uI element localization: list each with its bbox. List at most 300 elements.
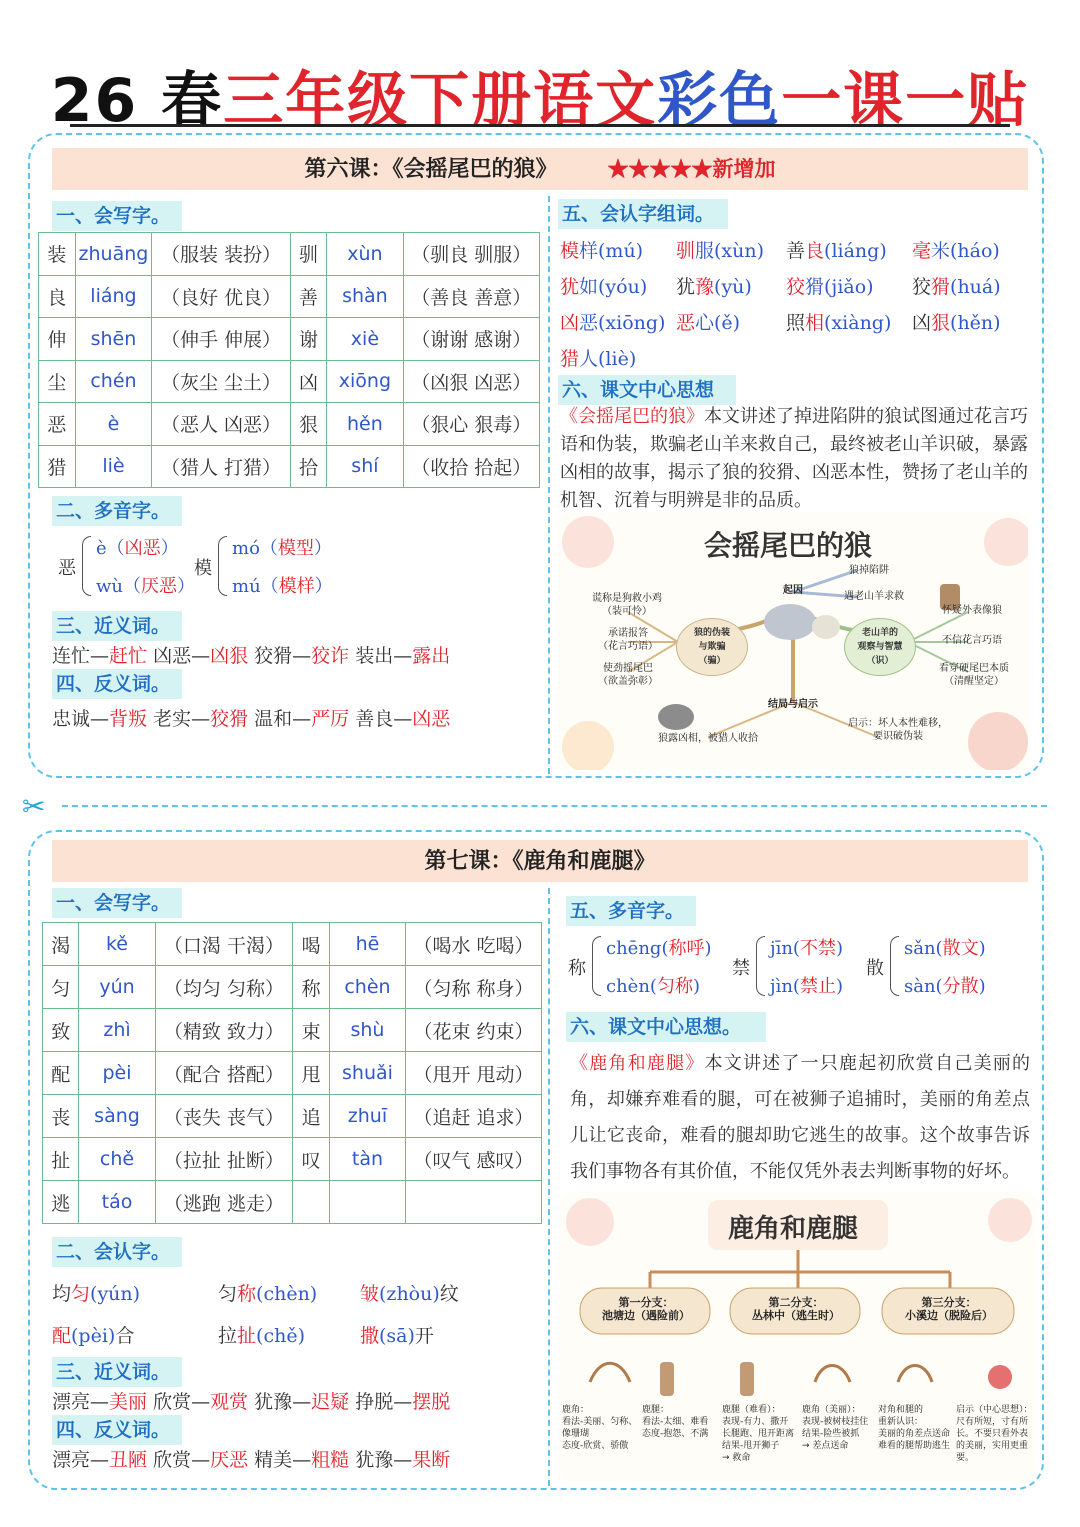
lesson6-mm-meet: 遇老山羊求救	[844, 591, 904, 602]
lesson7-header-bar	[52, 840, 1028, 882]
lesson7-mindmap-title: 鹿角和鹿腿	[728, 1214, 859, 1244]
poly-char: 散	[866, 958, 884, 979]
word-compounds: （花束 约束）	[406, 1009, 542, 1052]
lesson6-idea-body: 本文讲述了掉进陷阱的狼试图通过花言巧语和伪装，欺骗老山羊来救自己，最终被老山羊识破，暴露凶相的故事，揭示了狼的狡猾、凶恶本性，赞扬了老山羊的机智、沉着与明辨是非的品质。	[560, 406, 1028, 511]
poly-reading	[232, 572, 333, 598]
word-pinyin: xiōng	[327, 360, 403, 403]
recog-part: 凶	[912, 312, 932, 334]
word-pinyin: táo	[79, 1181, 155, 1224]
lesson6-mm-r1: 怀疑外表像狼	[942, 605, 1002, 616]
poly-close: ）	[314, 576, 333, 597]
brace	[82, 536, 91, 596]
lesson7-mm-b1: 第一分支： 池塘边（遇险前）	[602, 1296, 690, 1322]
recog-part: 狡	[912, 276, 932, 298]
recog-word	[218, 1279, 317, 1306]
word-char: 丧	[43, 1095, 79, 1138]
lesson6-mm-wolf: 狼的伪装 与欺骗 （骗）	[676, 618, 748, 676]
title-part2: 三年级下册语文	[223, 66, 658, 136]
poly-close: )	[704, 938, 712, 959]
word-row	[39, 403, 540, 446]
pair-word: 善良—	[355, 708, 413, 730]
title-part1: 26 春	[50, 66, 224, 136]
word-char: 束	[293, 1009, 329, 1052]
lesson6-syn-line	[52, 641, 450, 668]
recog-word	[52, 1321, 134, 1348]
word-pinyin: zhì	[79, 1009, 155, 1052]
word-compounds: （收拾 拾起）	[403, 445, 539, 488]
lesson6-mm-goat: 老山羊的 观察与智慧 （识）	[844, 618, 916, 676]
recog-part: (liáng)	[824, 240, 887, 262]
word-row	[39, 233, 540, 276]
word-compounds: （精致 致力）	[155, 1009, 293, 1052]
word-compounds: （灰尘 尘土）	[152, 360, 290, 403]
poly-reading	[606, 972, 700, 998]
pair-word: 精美—	[254, 1449, 312, 1471]
word-pinyin: hěn	[327, 403, 403, 446]
brace	[218, 536, 227, 596]
pair-word: 狡猾—	[254, 645, 312, 667]
lesson6-write-title: 一、会写字。	[52, 201, 182, 231]
cut-line	[62, 805, 1047, 807]
lesson7-mm-c4: 鹿角（美丽）： 表现-被树枝挂住 结果-险些被抓 → 差点送命	[802, 1405, 869, 1451]
poly-word: 禁止	[799, 976, 836, 997]
pair-answer: 凶恶	[412, 708, 451, 730]
pair-word: 漂亮—	[52, 1449, 110, 1471]
lesson7-write-table	[42, 922, 542, 1224]
recog-word	[52, 1279, 140, 1306]
lesson7-write-title: 一、会写字。	[52, 888, 182, 918]
word-char: 甩	[293, 1052, 329, 1095]
lesson7-idea-text	[570, 1046, 1030, 1190]
word-compounds: （善良 善意）	[403, 275, 539, 318]
poly-word: 散文	[942, 938, 979, 959]
recog-part: 样(mú)	[579, 240, 644, 262]
poly-pinyin: sǎn(	[904, 938, 943, 959]
word-char: 致	[43, 1009, 79, 1052]
poly-pinyin: mú（	[232, 576, 279, 597]
recog-part: 犹	[676, 276, 696, 298]
poly-pinyin: wù（	[96, 576, 141, 597]
poly-pinyin: jīn(	[770, 938, 800, 959]
word-pinyin: zhuī	[329, 1095, 405, 1138]
poly-char: 称	[568, 958, 586, 979]
recog-part: 善	[786, 240, 806, 262]
recog-part: 合	[115, 1325, 135, 1347]
lesson7-mm-c3: 鹿腿（难看）： 表现-有力、撒开 长腿跑、甩开距离 结果-甩开狮子 → 救命	[722, 1405, 795, 1463]
recog-part: (pèi)	[71, 1325, 116, 1347]
lesson6-idea-text	[560, 403, 1028, 515]
word-char: 谢	[290, 318, 327, 361]
word-char: 恶	[39, 403, 76, 446]
recog-word	[676, 236, 764, 263]
poly-word: 不禁	[799, 938, 836, 959]
word-char: 驯	[290, 233, 327, 276]
word-pinyin: shù	[329, 1009, 405, 1052]
pair-word: 忠诚—	[52, 708, 110, 730]
word-compounds: （谢谢 感谢）	[403, 318, 539, 361]
pair-answer: 观赏	[210, 1391, 249, 1413]
lesson6-mm-l3: 使劲摇尾巴 （欲盖弥彰）	[598, 663, 658, 687]
word-compounds: （丧失 丧气）	[155, 1095, 293, 1138]
poly-pinyin: chēng(	[606, 938, 669, 959]
poly-pinyin: sàn(	[904, 976, 943, 997]
word-row	[39, 445, 540, 488]
word-row	[43, 923, 542, 966]
word-char: 喝	[293, 923, 329, 966]
brace	[592, 936, 601, 996]
word-compounds: （服装 装扮）	[152, 233, 290, 276]
recog-char: 猾	[931, 276, 951, 298]
lesson7-ant-title: 四、反义词。	[52, 1415, 182, 1445]
lesson6-write-table	[38, 232, 540, 488]
lesson6-divider	[548, 196, 550, 774]
recog-part: 米(háo)	[931, 240, 1000, 262]
poly-close: )	[835, 976, 843, 997]
lesson6-syn-title: 三、近义词。	[52, 611, 182, 641]
lesson6-mm-end: 结局与启示	[768, 699, 818, 710]
lesson7-mm-b2: 第二分支： 丛林中（逃生时）	[752, 1296, 840, 1322]
pair-answer: 狡猾	[210, 708, 249, 730]
word-pinyin: pèi	[79, 1052, 155, 1095]
pair-word: 漂亮—	[52, 1391, 110, 1413]
pair-word: 凶恶—	[153, 645, 211, 667]
recog-word	[786, 308, 891, 335]
recog-word	[218, 1321, 305, 1348]
recog-char: 相	[805, 312, 825, 334]
lesson6-mm-trap: 狼掉陷阱	[849, 565, 889, 576]
title-underline	[70, 124, 1010, 127]
word-pinyin: kě	[79, 923, 155, 966]
pair-answer: 严厉	[311, 708, 350, 730]
recog-part: 照	[786, 312, 806, 334]
poly-close: )	[835, 938, 843, 959]
word-char: 追	[293, 1095, 329, 1138]
pair-answer: 果断	[412, 1449, 451, 1471]
word-pinyin: yún	[79, 966, 155, 1009]
recog-part: 均	[52, 1283, 72, 1305]
poly-close: ）	[313, 538, 332, 559]
word-row	[43, 1138, 542, 1181]
recog-part: 开	[414, 1325, 434, 1347]
poly-word: 模型	[277, 538, 314, 559]
recog-char: 匀	[71, 1283, 91, 1305]
lesson7-poly-title: 五、多音字。	[566, 896, 696, 926]
pair-answer: 粗糙	[311, 1449, 350, 1471]
word-compounds: （逃跑 逃走）	[155, 1181, 293, 1224]
recog-word	[786, 272, 874, 299]
word-pinyin: shàn	[327, 275, 403, 318]
lesson6-mindmap	[558, 512, 1028, 770]
word-char: 善	[290, 275, 327, 318]
word-pinyin	[329, 1181, 405, 1224]
lesson6-mm-r2: 不信花言巧语	[942, 635, 1002, 646]
word-row	[43, 1181, 542, 1224]
word-char: 匀	[43, 966, 79, 1009]
poly-word: 凶恶	[124, 538, 161, 559]
recog-word	[676, 308, 740, 335]
lesson6-ant-title: 四、反义词。	[52, 669, 182, 699]
recog-part: 恶(xiōng)	[579, 312, 666, 334]
recog-part: 匀	[218, 1283, 238, 1305]
word-char: 渴	[43, 923, 79, 966]
lesson6-mm-cause: 起因	[783, 585, 803, 596]
pair-answer: 背叛	[109, 708, 148, 730]
word-compounds: （追赶 追求）	[406, 1095, 542, 1138]
recog-char: 良	[805, 240, 825, 262]
word-pinyin: sàng	[79, 1095, 155, 1138]
recog-part: 拉	[218, 1325, 238, 1347]
pair-word: 连忙—	[52, 645, 110, 667]
recog-word	[360, 1279, 459, 1306]
recog-char: 豫	[695, 276, 715, 298]
word-pinyin: shuǎi	[329, 1052, 405, 1095]
recog-char: 凶	[560, 312, 580, 334]
recog-char: 犹	[560, 276, 580, 298]
pair-answer: 凶狠	[210, 645, 249, 667]
recog-char: 皱	[360, 1283, 380, 1305]
word-pinyin: shēn	[75, 318, 152, 361]
lesson6-idea-book: 《会摇尾巴的狼》	[560, 406, 704, 427]
lesson6-badge: ★★★★★新增加	[607, 156, 776, 181]
lesson7-syn-line	[52, 1387, 450, 1414]
pair-word: 装出—	[355, 645, 413, 667]
pair-word: 犹豫—	[254, 1391, 312, 1413]
pair-word: 欣赏—	[153, 1391, 211, 1413]
word-char: 拾	[290, 445, 327, 488]
poly-reading	[904, 934, 986, 960]
lesson6-mm-r3: 看穿硬尾巴本质 （清醒坚定）	[939, 663, 1009, 687]
word-compounds	[406, 1181, 542, 1224]
poly-reading	[606, 934, 712, 960]
pair-word: 犹豫—	[355, 1449, 413, 1471]
word-compounds: （喝水 吃喝）	[406, 923, 542, 966]
poly-pinyin: jìn(	[770, 976, 800, 997]
recog-part: (huá)	[950, 276, 1001, 298]
recog-char: 模	[560, 240, 580, 262]
recog-word	[560, 272, 647, 299]
word-pinyin: shí	[327, 445, 403, 488]
poly-char: 模	[194, 558, 212, 579]
pair-word: 温和—	[254, 708, 312, 730]
poly-close: )	[978, 938, 986, 959]
word-row	[39, 360, 540, 403]
recog-char: 毫	[912, 240, 932, 262]
recog-part: 如(yóu)	[579, 276, 648, 298]
word-row	[43, 966, 542, 1009]
brace	[756, 936, 765, 996]
word-char: 逃	[43, 1181, 79, 1224]
word-pinyin: xiè	[327, 318, 403, 361]
recog-char: 扯	[237, 1325, 257, 1347]
poly-word: 厌恶	[141, 576, 177, 597]
poly-reading	[770, 972, 843, 998]
pair-word: 老实—	[153, 708, 211, 730]
poly-word: 匀称	[656, 976, 693, 997]
recog-part: (zhòu)	[379, 1283, 440, 1305]
word-compounds: （狠心 狠毒）	[403, 403, 539, 446]
word-compounds: （猎人 打猎）	[152, 445, 290, 488]
word-pinyin: hē	[329, 923, 405, 966]
word-pinyin: zhuāng	[75, 233, 152, 276]
recog-word	[912, 236, 1000, 263]
lesson7-syn-title: 三、近义词。	[52, 1357, 182, 1387]
word-row	[43, 1095, 542, 1138]
lesson6-idea-title: 六、课文中心思想	[558, 375, 736, 405]
lesson7-ant-line	[52, 1445, 450, 1472]
recog-word	[560, 236, 643, 263]
word-char: 配	[43, 1052, 79, 1095]
lesson6-title: 第六课：《会摇尾巴的狼》	[304, 156, 558, 182]
recog-word	[912, 308, 1001, 335]
poly-reading	[770, 934, 843, 960]
poly-char: 恶	[58, 558, 76, 579]
lesson6-mm-end-left: 狼露凶相，被猎人收拾	[658, 733, 758, 744]
lesson6-mm-l2: 承诺报答 （花言巧语）	[598, 628, 658, 652]
poly-pinyin: mó（	[232, 538, 278, 559]
pair-answer: 美丽	[109, 1391, 148, 1413]
poly-reading	[904, 972, 986, 998]
poly-close: ）	[160, 538, 179, 559]
word-compounds: （拉扯 扯断）	[155, 1138, 293, 1181]
recog-part: (chě)	[256, 1325, 305, 1347]
recog-word	[676, 272, 752, 299]
scissors-icon: ✂	[22, 790, 46, 823]
lesson6-mm-end-right: 启示：坏人本性难移， 要识破伪装	[848, 718, 948, 742]
word-row	[39, 318, 540, 361]
word-compounds: （驯良 驯服）	[403, 233, 539, 276]
recog-word	[786, 236, 887, 263]
recog-char: 撒	[360, 1325, 380, 1347]
word-pinyin: xùn	[327, 233, 403, 276]
word-compounds: （叹气 感叹）	[406, 1138, 542, 1181]
word-char: 凶	[290, 360, 327, 403]
word-char: 狠	[290, 403, 327, 446]
lesson7-mm-c1: 鹿角： 看法-美丽、匀称、 像珊瑚 态度-欣赏、骄傲	[562, 1405, 638, 1451]
lesson6-recog-title: 五、会认字组词。	[558, 199, 728, 229]
pair-answer: 丑陋	[109, 1449, 148, 1471]
poly-char: 禁	[732, 958, 750, 979]
recog-part: (chèn)	[256, 1283, 318, 1305]
pair-word: 欣赏—	[153, 1449, 211, 1471]
lesson7-divider	[548, 888, 550, 1486]
word-char	[293, 1181, 329, 1224]
lesson7-mindmap	[560, 1192, 1036, 1482]
word-char: 猎	[39, 445, 76, 488]
pair-answer: 狡诈	[311, 645, 350, 667]
poly-close: )	[692, 976, 700, 997]
recog-part: (xiàng)	[824, 312, 892, 334]
poly-word: 模样	[278, 576, 315, 597]
word-pinyin: liáng	[75, 275, 152, 318]
poly-close: ）	[177, 576, 195, 597]
word-pinyin: chén	[75, 360, 152, 403]
word-row	[43, 1052, 542, 1095]
recog-part: (yún)	[90, 1283, 141, 1305]
pair-answer: 迟疑	[311, 1391, 350, 1413]
recog-char: 称	[237, 1283, 257, 1305]
recog-part: (yù)	[714, 276, 752, 298]
pair-answer: 摆脱	[412, 1391, 451, 1413]
poly-close: )	[978, 976, 986, 997]
poly-reading	[96, 572, 195, 598]
brace	[890, 936, 899, 996]
poly-pinyin: chèn(	[606, 976, 657, 997]
word-char: 装	[39, 233, 76, 276]
word-compounds: （口渴 干渴）	[155, 923, 293, 966]
pair-answer: 露出	[412, 645, 451, 667]
pair-answer: 厌恶	[210, 1449, 249, 1471]
word-pinyin: è	[75, 403, 152, 446]
lesson7-recog-title: 二、会认字。	[52, 1237, 182, 1267]
word-char: 尘	[39, 360, 76, 403]
word-compounds: （良好 优良）	[152, 275, 290, 318]
lesson6-mm-l1: 谎称是狗救小鸡 （装可怜）	[592, 593, 662, 617]
word-compounds: （伸手 伸展）	[152, 318, 290, 361]
word-char: 伸	[39, 318, 76, 361]
recog-word	[560, 344, 636, 371]
lesson7-mm-c6: 启示（中心思想）： 尺有所短，寸有所 长。不要只看外表 的美丽，实用更重 要。	[956, 1405, 1033, 1463]
recog-word	[912, 272, 1001, 299]
word-row	[39, 275, 540, 318]
lesson6-poly-title: 二、多音字。	[52, 496, 182, 526]
recog-part: (sā)	[379, 1325, 415, 1347]
lesson6-header-bar	[52, 148, 1028, 190]
lesson7-idea-title: 六、课文中心思想。	[566, 1012, 766, 1042]
title-part3: 彩色	[657, 66, 782, 136]
lesson6-mindmap-title: 会摇尾巴的狼	[704, 529, 873, 562]
word-compounds: （甩开 甩动）	[406, 1052, 542, 1095]
word-char: 叹	[293, 1138, 329, 1181]
recog-part: 人(liè)	[579, 348, 637, 370]
recog-word	[560, 308, 665, 335]
title-part4: 一课一贴	[781, 66, 1030, 136]
poly-word: 分散	[942, 976, 979, 997]
recog-part: 服(xùn)	[695, 240, 765, 262]
pair-answer: 赶忙	[109, 645, 148, 667]
lesson7-idea-body: 本文讲述了一只鹿起初欣赏自己美丽的角，却嫌弃难看的腿，可在被狮子追捕时，美丽的角差点儿让它丧命，难看的腿却助它逃生的故事。这个故事告诉我们事物各有其价值，不能仅凭外表去判断事物的好坏。	[570, 1053, 1031, 1182]
recog-char: 狠	[931, 312, 951, 334]
word-pinyin: tàn	[329, 1138, 405, 1181]
lesson7-idea-book: 《鹿角和鹿腿》	[570, 1053, 705, 1074]
word-compounds: （均匀 匀称）	[155, 966, 293, 1009]
recog-char: 驯	[676, 240, 696, 262]
word-pinyin: chě	[79, 1138, 155, 1181]
word-compounds: （配合 搭配）	[155, 1052, 293, 1095]
word-pinyin: chèn	[329, 966, 405, 1009]
word-char: 称	[293, 966, 329, 1009]
poly-pinyin: è（	[96, 538, 125, 559]
word-char: 良	[39, 275, 76, 318]
word-char: 扯	[43, 1138, 79, 1181]
word-compounds: （凶狠 凶恶）	[403, 360, 539, 403]
recog-part: (hěn)	[950, 312, 1001, 334]
recog-char: 狡	[786, 276, 806, 298]
lesson7-mm-b3: 第三分支： 小溪边（脱险后）	[905, 1296, 993, 1322]
lesson7-title: 第七课：《鹿角和鹿腿》	[424, 848, 656, 874]
poly-reading	[232, 534, 332, 560]
lesson7-mm-c2: 鹿腿： 看法-太细、难看 态度-抱怨、不满	[642, 1405, 709, 1439]
poly-word: 称呼	[668, 938, 705, 959]
recog-char: 猎	[560, 348, 580, 370]
recog-part: 猾(jiǎo)	[805, 276, 874, 298]
word-compounds: （恶人 凶恶）	[152, 403, 290, 446]
lesson7-mm-c5: 对角和腿的 重新认识： 美丽的角差点送命 难看的腿帮助逃生	[878, 1405, 951, 1451]
pair-word: 挣脱—	[355, 1391, 413, 1413]
lesson6-ant-line	[52, 704, 450, 731]
recog-char: 恶	[676, 312, 696, 334]
recog-word	[360, 1321, 434, 1348]
word-row	[43, 1009, 542, 1052]
